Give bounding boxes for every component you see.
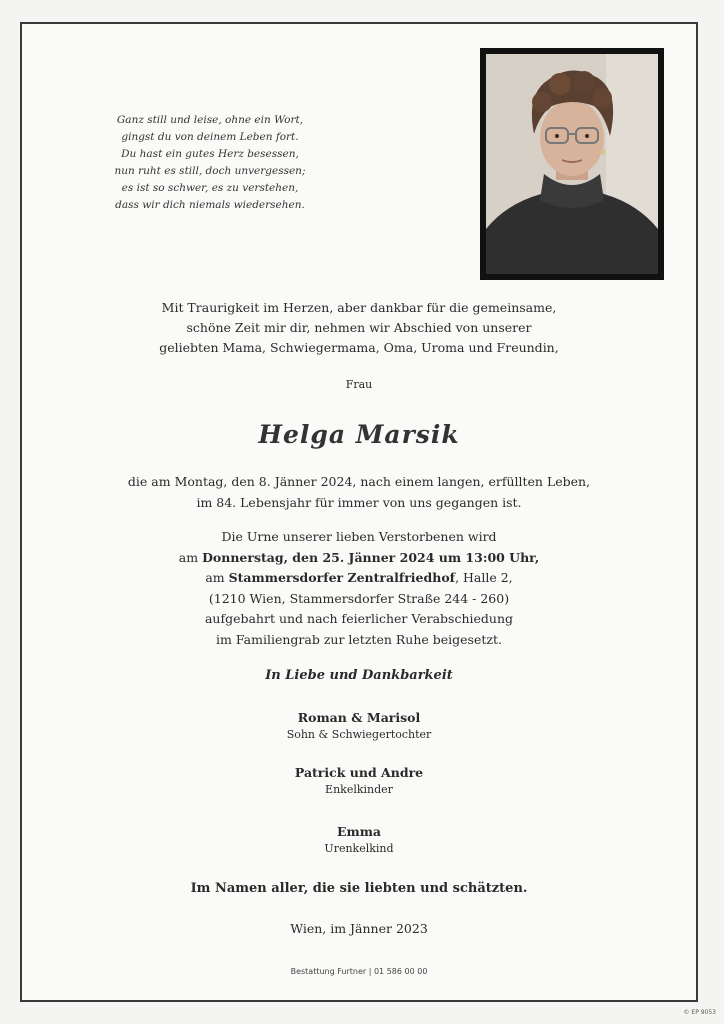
portrait-photo — [486, 54, 658, 274]
portrait-frame — [480, 48, 664, 280]
family-role: Sohn & Schwiegertochter — [286, 728, 432, 741]
closing-line: Im Namen aller, die sie liebten und schätzten. — [190, 881, 528, 896]
family-role: Urenkelkind — [324, 842, 394, 855]
family-entry — [20, 824, 698, 855]
poem — [60, 112, 360, 214]
intro-line: Mit Traurigkeit im Herzen, aber dankbar für die gemeinsame, — [161, 300, 557, 315]
print-code: © EP 9053 — [683, 1009, 716, 1016]
death-line: die am Montag, den 8. Jänner 2024, nach einem langen, erfüllten Leben, — [127, 474, 591, 489]
urn-line-2 — [20, 548, 698, 569]
hall: , Halle 2, — [455, 570, 513, 585]
portrait-illustration — [486, 54, 658, 274]
family-entry — [20, 710, 698, 741]
poem-line: nun ruht es still, doch unvergessen; — [114, 165, 306, 177]
poem-line: gingst du von deinem Leben fort. — [121, 131, 299, 143]
intro-line: geliebten Mama, Schwiegermama, Oma, Uroma und Freundin, — [159, 340, 559, 355]
love-line: In Liebe und Dankbarkeit — [265, 668, 453, 683]
funeral-details — [20, 527, 698, 650]
family-name: Patrick und Andre — [294, 765, 424, 780]
poem-line: dass wir dich niemals wiedersehen. — [115, 199, 305, 211]
family-role: Enkelkinder — [325, 783, 393, 796]
urn-line-4: (1210 Wien, Stammersdorfer Straße 244 - 260) — [208, 590, 510, 606]
poem-line: Ganz still und leise, ohne ein Wort, — [116, 114, 304, 126]
place-date: Wien, im Jänner 2023 — [290, 921, 428, 936]
salutation: Frau — [345, 378, 373, 391]
death-line: im 84. Lebensjahr für immer von uns gegangen ist. — [196, 495, 522, 510]
urn-line-1: Die Urne unserer lieben Verstorbenen wird — [221, 529, 497, 544]
urn-prefix: am — [178, 549, 203, 565]
urn-prefix: am — [205, 570, 229, 585]
death-notice — [20, 471, 698, 513]
intro-line: schöne Zeit mir dir, nehmen wir Abschied von unserer — [186, 320, 532, 335]
cemetery-name: Stammersdorfer Zentralfriedhof — [228, 570, 456, 585]
family-name: Roman & Marisol — [297, 710, 421, 725]
intro-text — [20, 298, 698, 358]
poem-line: Du hast ein gutes Herz besessen, — [121, 148, 299, 160]
urn-line-3 — [20, 568, 698, 589]
deceased-name: Helga Marsik — [258, 420, 460, 449]
urn-line-6: im Familiengrab zur letzten Ruhe beigesetzt. — [216, 631, 502, 647]
urn-line-5: aufgebahrt und nach feierlicher Verabschiedung — [204, 611, 514, 626]
family-name: Emma — [336, 824, 382, 839]
funeral-date: Donnerstag, den 25. Jänner 2024 um 13:00 Uhr, — [202, 549, 540, 565]
poem-line: es ist so schwer, es zu verstehen, — [121, 182, 299, 194]
family-entry — [20, 765, 698, 796]
funeral-home-footer: Bestattung Furtner | 01 586 00 00 — [290, 967, 428, 976]
